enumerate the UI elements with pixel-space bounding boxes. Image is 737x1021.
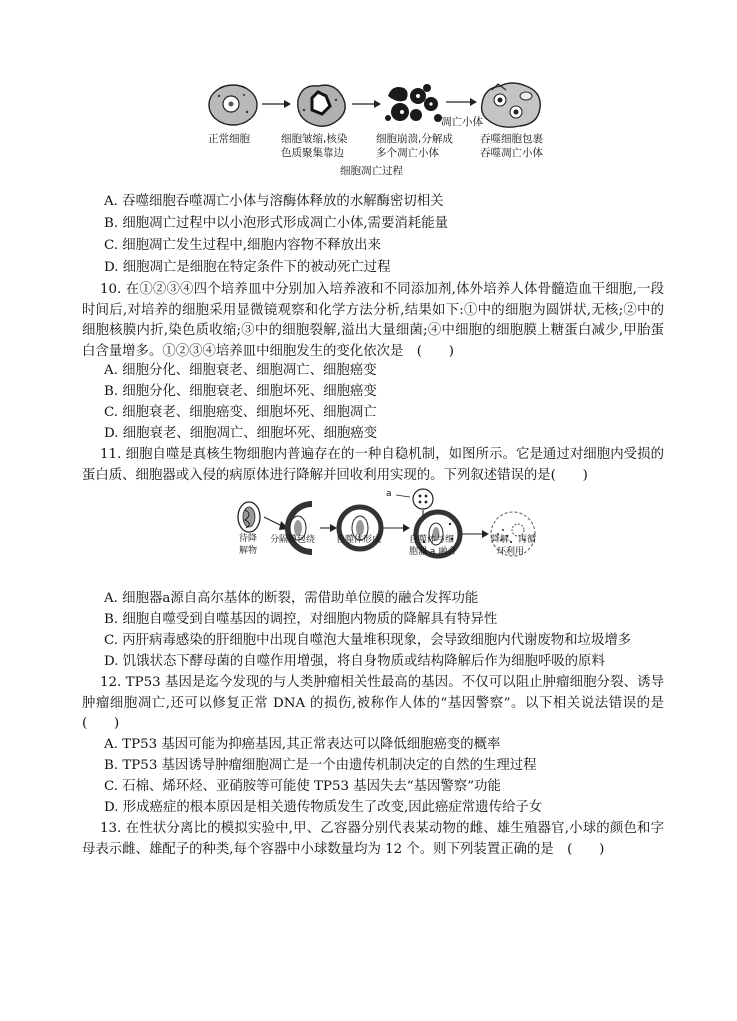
fig2-caption-recycle-1: 降解、再循 — [491, 535, 537, 545]
q10-option-c: C. 细胞衰老、细胞癌变、细胞坏死、细胞凋亡 — [104, 405, 377, 420]
fig2-caption-material-1: 待降 — [239, 534, 258, 544]
q10-stem-text: 10. 在①②③④四个培养皿中分别加入培养液和不同添加剂,体外培养人体骨髓造血干细胞,一段时间后,对培养的细胞采用显微镜观察和化学方法分析,结果如下:①中的细胞为圆饼状,无核;②中的细胞核膜内折,染色质收缩;③中的细胞裂解,溢出大量细菌;④中细胞的细胞膜上糖蛋白减少,甲胎蛋白含量增多。①②③④培养皿中细胞发生的变化依次是 ( ) — [82, 282, 664, 359]
q9-option-c: C. 细胞凋亡发生过程中,细胞内容物不释放出来 — [104, 238, 381, 253]
q11-option-b: B. 细胞自噬受到自噬基因的调控，对细胞内物质的降解具有特异性 — [104, 612, 498, 627]
q13-stem — [82, 819, 664, 860]
fig2-caption-recycle-2: 环利用 — [497, 547, 525, 557]
q9-option-d: D. 细胞凋亡是细胞在特定条件下的被动死亡过程 — [104, 260, 391, 275]
fig2-caption-material-2: 解物 — [239, 546, 258, 556]
fig1-caption-phagocyte-2: 吞噬凋亡小体 — [480, 147, 543, 159]
fig2-caption-fusion-1: 自噬体与细 — [409, 535, 455, 545]
q12-option-c: C. 石棉、烯环烃、亚硝胺等可能使 TP53 基因失去“基因警察”功能 — [104, 779, 501, 794]
q11-stem — [82, 445, 664, 486]
q10-option-b: B. 细胞分化、细胞衰老、细胞坏死、细胞癌变 — [104, 384, 377, 399]
q11-option-a: A. 细胞器a源自高尔基体的断裂，需借助单位膜的融合发挥功能 — [104, 591, 479, 606]
fig1-title: 细胞凋亡过程 — [340, 165, 403, 177]
fig1-caption-phagocyte-1: 吞噬细胞包裹 — [480, 133, 543, 145]
fig1-caption-normal: 正常细胞 — [208, 133, 250, 145]
q11-stem-text: 11. 细胞自噬是真核生物细胞内普遍存在的一种自稳机制，如图所示。它是通过对细胞内受损的蛋白质、细胞器或入侵的病原体进行降解并回收利用实现的。下列叙述错误的是( ) — [82, 447, 664, 483]
fig1-caption-shrink-2: 色质聚集靠边 — [281, 147, 344, 159]
q12-option-d: D. 形成癌症的根本原因是相关遗传物质发生了改变,因此癌症常遗传给子女 — [104, 800, 543, 815]
apoptosis-diagram — [0, 0, 737, 140]
q10-option-a: A. 细胞分化、细胞衰老、细胞凋亡、细胞癌变 — [104, 363, 377, 378]
fig2-caption-autophagosome: 自噬体形成 — [336, 535, 382, 545]
q10-stem — [82, 280, 664, 362]
fig1-caption-apoptotic-body: 凋亡小体 — [441, 116, 483, 128]
fig1-caption-shrink-1: 细胞皱缩,核染 — [281, 133, 348, 145]
q12-option-b: B. TP53 基因诱导肿瘤细胞凋亡是一个由遗传机制决定的自然的生理过程 — [104, 758, 537, 773]
q9-option-b: B. 细胞凋亡过程中以小泡形式形成凋亡小体,需要消耗能量 — [104, 216, 448, 231]
fig2-caption-isolation: 分隔膜包绕 — [270, 535, 316, 545]
q10-option-d: D. 细胞衰老、细胞凋亡、细胞坏死、细胞癌变 — [104, 426, 378, 441]
q12-stem-text: 12. TP53 基因是迄今发现的与人类肿瘤相关性最高的基因。不仅可以阻止肿瘤细胞分裂、诱导肿瘤细胞凋亡,还可以修复正常 DNA 的损伤,被称作人体的“基因警察”。以下相关说法错误的是 ( ) — [82, 675, 678, 732]
q9-option-a: A. 吞噬细胞吞噬凋亡小体与溶酶体释放的水解酶密切相关 — [104, 194, 444, 209]
fig2-caption-fusion-2: 胞器 a 融合 — [409, 547, 457, 557]
q11-option-c: C. 丙肝病毒感染的肝细胞中出现自噬泡大量堆积现象，会导致细胞内代谢废物和垃圾增多 — [104, 633, 632, 648]
q12-option-a: A. TP53 基因可能为抑癌基因,其正常表达可以降低细胞癌变的概率 — [104, 737, 501, 752]
q13-stem-text: 13. 在性状分离比的模拟实验中,甲、乙容器分别代表某动物的雌、雄生殖器官,小球的颜色和字母表示雌、雄配子的种类,每个容器中小球数量均为 12 个。则下列装置正确的是 ( ) — [82, 821, 664, 857]
fig1-caption-collapse-2: 多个凋亡小体 — [376, 147, 439, 159]
fig1-caption-collapse-1: 细胞崩溃,分解成 — [376, 133, 453, 145]
q11-option-d: D. 饥饿状态下酵母菌的自噬作用增强，将自身物质或结构降解后作为细胞呼吸的原料 — [104, 654, 605, 669]
fig2-label-a: a — [386, 489, 392, 499]
q12-stem — [82, 673, 678, 735]
